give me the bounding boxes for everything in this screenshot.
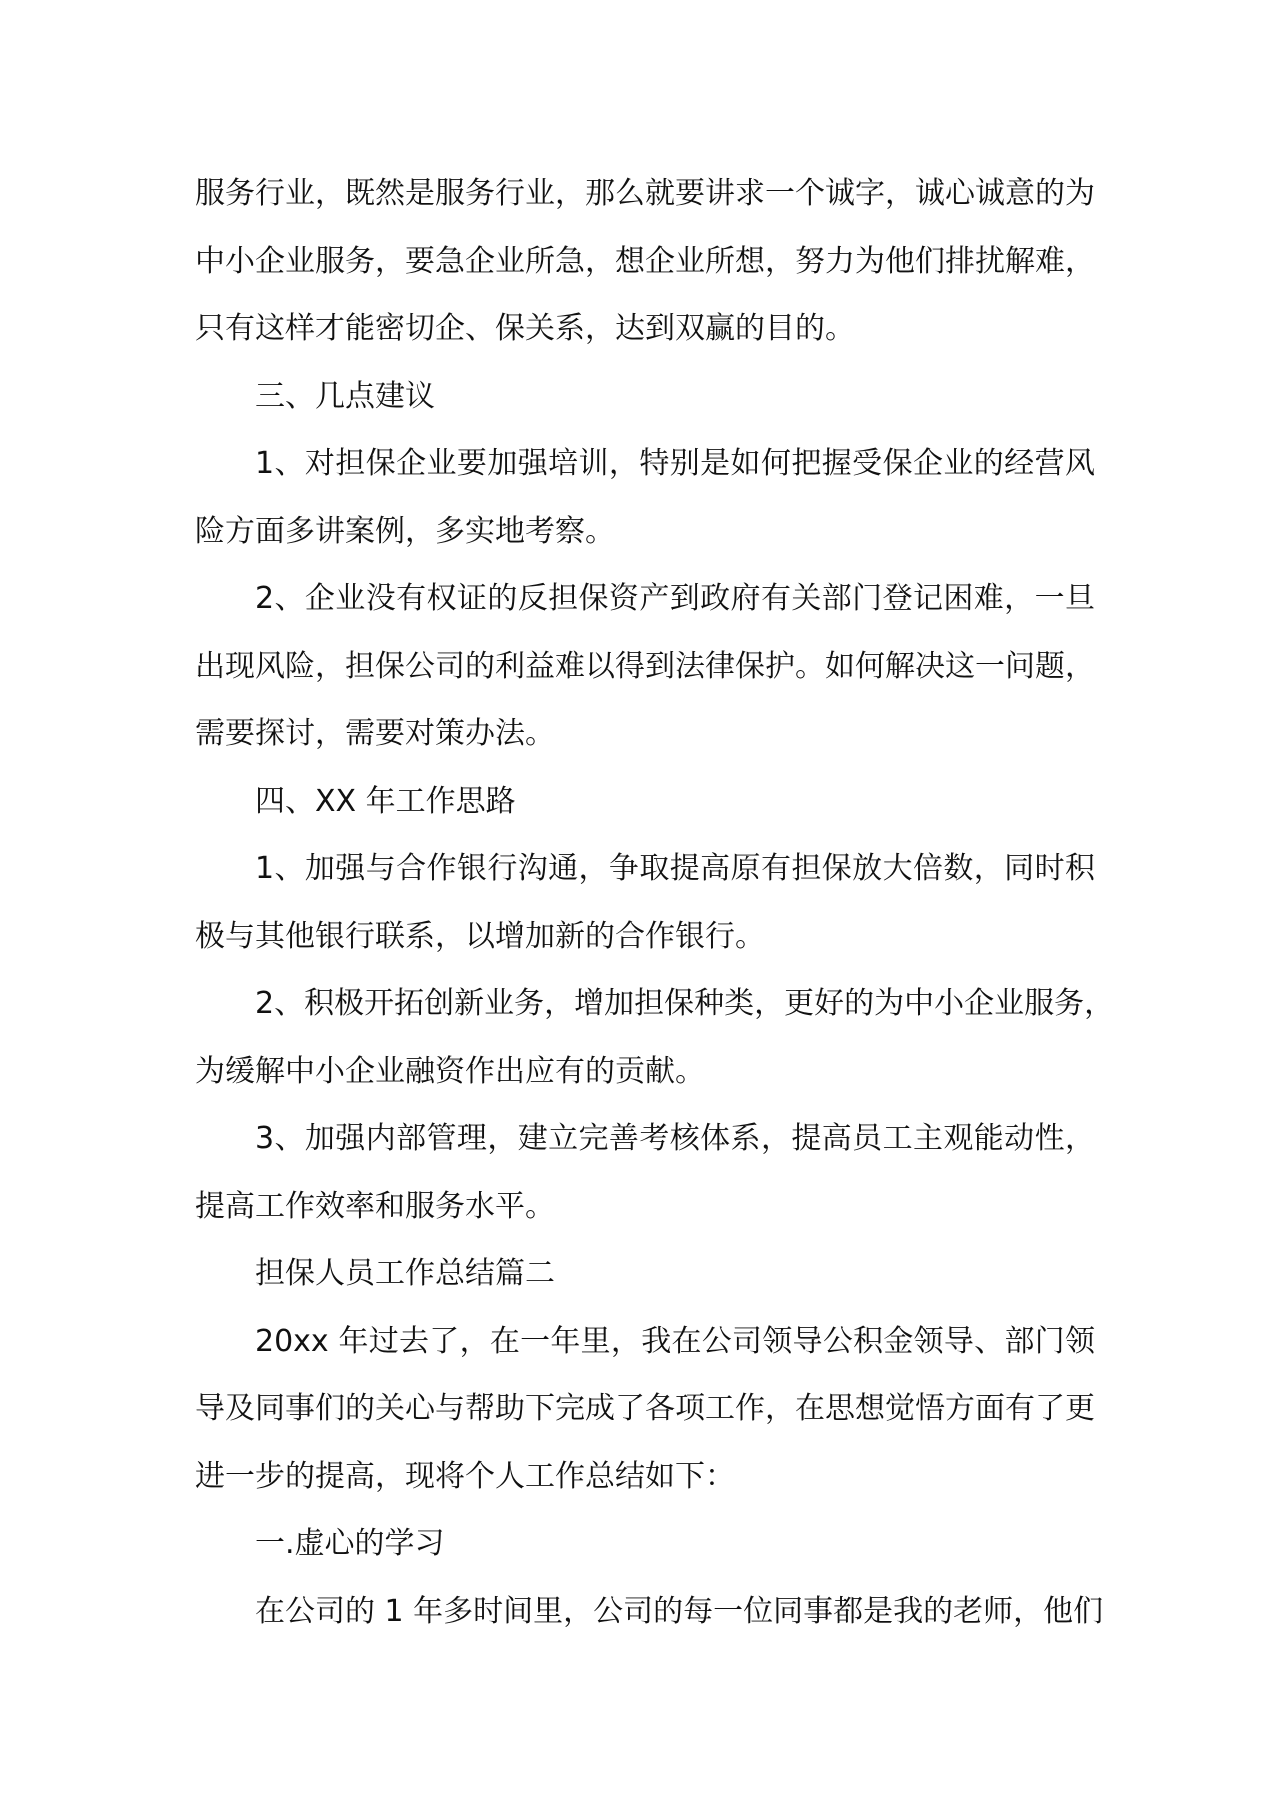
document-body [195,160,1115,1645]
text-line: 20xx 年过去了，在一年里，我在公司领导公积金领导、部门领 [255,1323,1095,1359]
text-line: 为缓解中小企业融资作出应有的贡献。 [195,1053,705,1089]
text-line: 导及同事们的关心与帮助下完成了各项工作，在思想觉悟方面有了更 [195,1391,1095,1426]
text-line: 极与其他银行联系，以增加新的合作银行。 [195,918,765,954]
section-heading: 三、几点建议 [255,378,435,414]
text-line: 出现风险，担保公司的利益难以得到法律保护。如何解决这一问题， [195,648,1095,684]
text-line: 只有这样才能密切企、保关系，达到双赢的目的。 [195,311,855,346]
section-heading: 四、XX 年工作思路 [255,783,516,819]
text-line: 1、对担保企业要加强培训，特别是如何把握受保企业的经营风 [255,446,1095,481]
text-line: 2、企业没有权证的反担保资产到政府有关部门登记困难，一旦 [255,581,1095,616]
text-line: 提高工作效率和服务水平。 [195,1188,555,1224]
section-heading: 一.虚心的学习 [255,1526,445,1561]
text-line: 1、加强与合作银行沟通，争取提高原有担保放大倍数，同时积 [255,851,1095,886]
text-line: 服务行业，既然是服务行业，那么就要讲求一个诚字，诚心诚意的为 [195,176,1095,211]
text-line: 中小企业服务，要急企业所急，想企业所想，努力为他们排扰解难， [195,243,1095,279]
text-line: 进一步的提高，现将个人工作总结如下： [195,1458,735,1494]
text-line: 3、加强内部管理，建立完善考核体系，提高员工主观能动性， [255,1121,1095,1156]
text-line: 险方面多讲案例，多实地考察。 [195,513,615,549]
text-line: 需要探讨，需要对策办法。 [195,716,555,751]
text-line: 2、积极开拓创新业务，增加担保种类，更好的为中小企业服务， [255,986,1115,1021]
article-heading: 担保人员工作总结篇二 [255,1256,555,1291]
text-line: 在公司的 1 年多时间里，公司的每一位同事都是我的老师，他们 [255,1593,1104,1629]
